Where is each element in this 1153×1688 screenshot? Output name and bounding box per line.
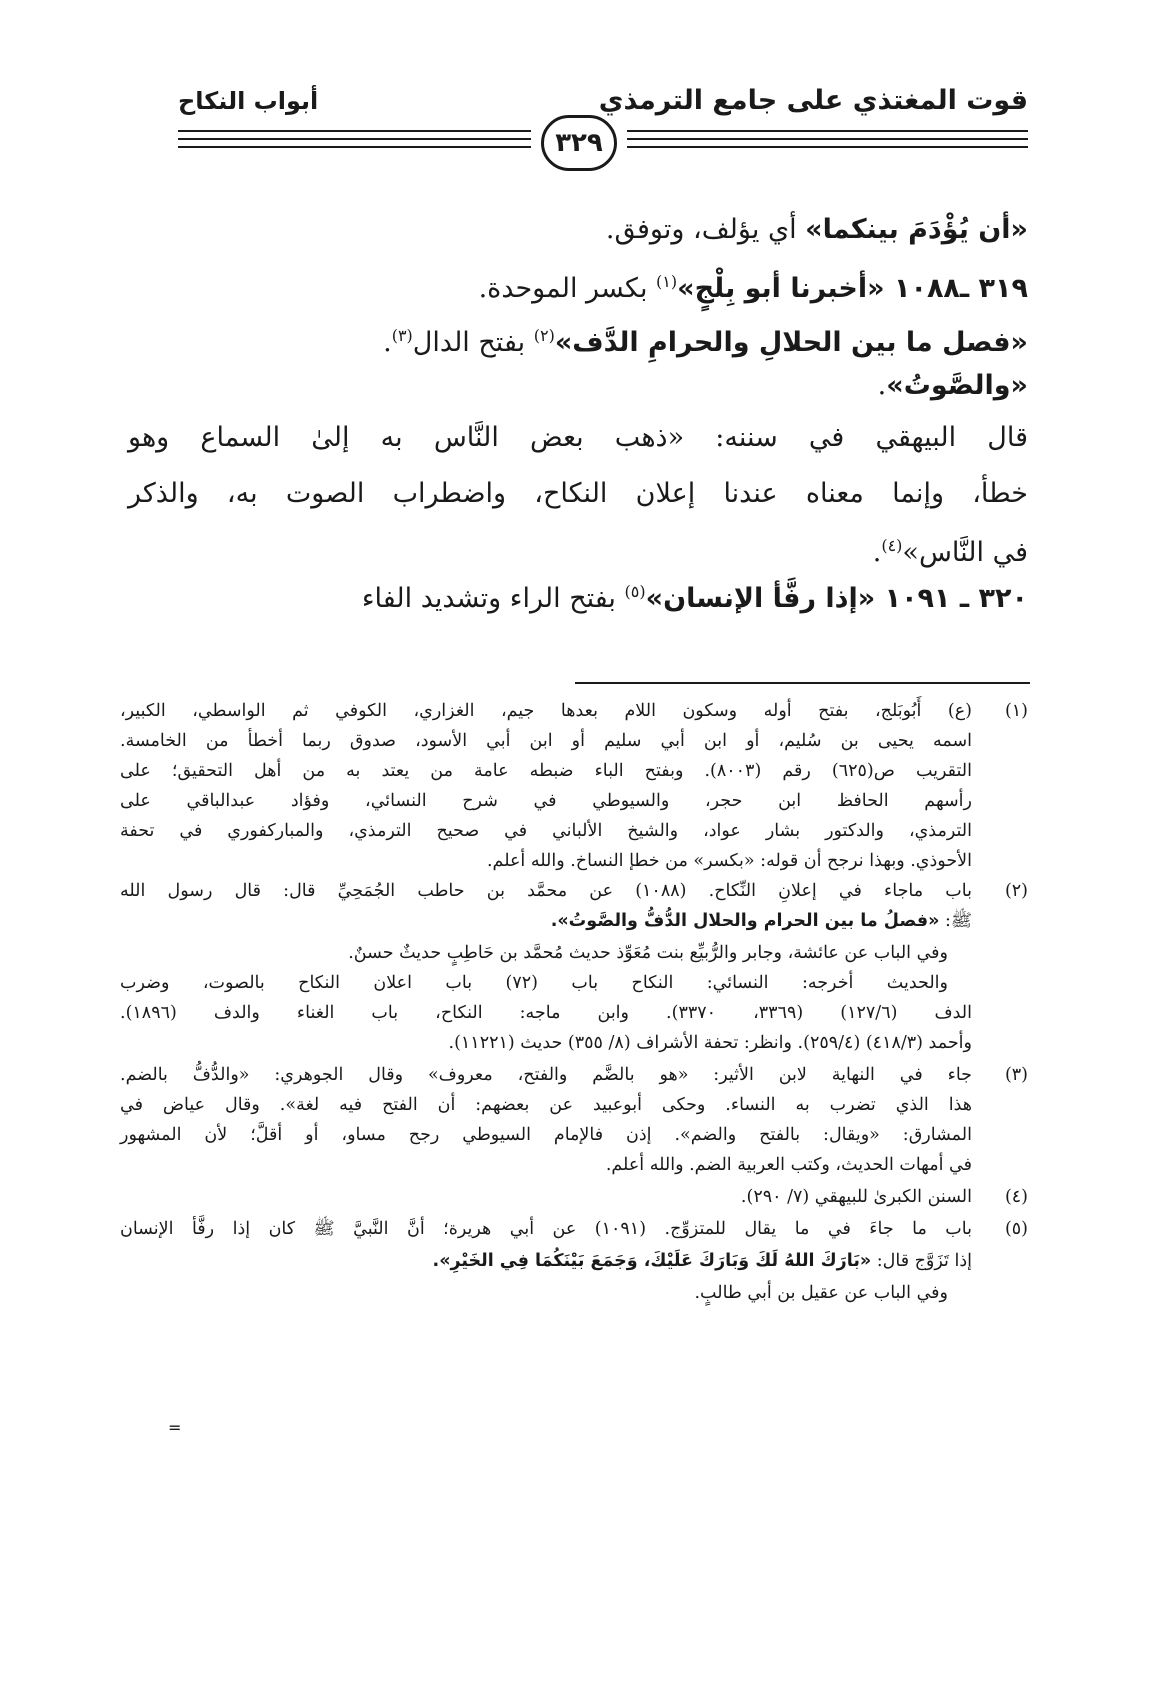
hadith-number-heading: ٣١٩ ـ١٠٨٨ «أخبرنا أبو بِلْجٍ» — [677, 273, 1028, 304]
punctuation: . — [383, 327, 392, 358]
explanation: بكسر الموحدة. — [478, 273, 657, 304]
main-line-8 — [362, 572, 1028, 619]
footnote-line: الترمذي، والدكتور بشار عواد، والشيخ الألباني في صحيح الترمذي، والمباركفوري في تحفة — [120, 821, 972, 841]
punctuation: . — [877, 370, 887, 401]
quote-end: في النَّاس» — [902, 537, 1028, 568]
footnote-line: الدف (١٢٧/٦) (٣٣٦٩، ٣٣٧٠). وابن ماجه: النكاح، باب الغناء والدف (١٨٩٦). — [120, 1003, 972, 1023]
footnote-line: السنن الكبرىٰ للبيهقي (٧/ ٢٩٠). — [740, 1187, 972, 1207]
footnote-line: هذا الذي تضرب به النساء. وحكى أبوعبيد عن بعضهم: أن الفتح فيه لغة». وقال عياض في — [120, 1095, 972, 1115]
hadith-text: «فصلُ ما بين الحرام والحلال الدُّفُّ والصَّوتُ». — [550, 911, 940, 931]
footnote-line: التقريب ص(٦٢٥) رقم (٨٠٠٣). وبفتح الباء ضبطه عامة من يعتد به من أهل التحقيق؛ على — [120, 761, 972, 781]
footnote-ref-3: (٣) — [391, 326, 413, 345]
footnote-number: (١) — [1004, 701, 1028, 721]
hadith-number-heading: ٣٢٠ ـ ١٠٩١ «إذا رفَّأ الإنسان» — [645, 583, 1028, 614]
header-rule-right-bottom — [627, 146, 1028, 148]
explanation: بفتح الدال — [412, 327, 534, 358]
footnote-line: اسمه يحيى بن سُليم، أو ابن أبي سليم أو ابن أبي الأسود، صدوق ربما أخطأ من الخامسة. — [120, 731, 972, 751]
footnote-line: المشارق: «ويقال: بالفتح والضم». إذن فالإمام السيوطي رجح مساو، أو أقلَّ؛ لأن المشهور — [120, 1125, 972, 1145]
header-rule-right-top — [627, 130, 1028, 132]
quoted-phrase: «والصَّوتُ» — [886, 370, 1028, 401]
footnote-ref-5: (٥) — [624, 582, 646, 601]
footnote-line: باب ما جاءَ في ما يقال للمتزوِّج. (١٠٩١) عن أبي هريرة؛ أنَّ النَّبيَّ ﷺ كان إذا رفَّأ الإنسان — [120, 1219, 972, 1239]
footnote-separator — [575, 682, 1030, 684]
footnote-line: الأحوذي. وبهذا نرجح أن قوله: «بكسر» من خطإ النساخ. والله أعلم. — [486, 851, 972, 871]
footnote-line: في أمهات الحديث، وكتب العربية الضم. والله أعلم. — [605, 1155, 972, 1175]
main-line-3 — [383, 316, 1028, 363]
main-line-6: خطأ، وإنما معناه عندنا إعلان النكاح، واضطراب الصوت به، والذكر — [128, 478, 1028, 509]
running-header-book-title: قوت المغتذي على جامع الترمذي — [598, 85, 1028, 116]
footnote-line — [120, 1245, 972, 1277]
footnote-number: (٢) — [1004, 881, 1028, 901]
header-rule-left-bottom — [178, 146, 531, 148]
punctuation: . — [872, 537, 882, 568]
main-line-5: قال البيهقي في سننه: «ذهب بعض النَّاس به إلىٰ السماع وهو — [128, 422, 1028, 453]
footnote-line: رأسهم الحافظ ابن حجر، والسيوطي في شرح النسائي، وفؤاد عبدالباقي على — [120, 791, 972, 811]
running-header-chapter-title: أبواب النكاح — [178, 87, 319, 115]
footnote-line: باب ماجاء في إعلانِ النِّكاح. (١٠٨٨) عن محمَّد بن حاطب الجُمَحِيِّ قال: قال رسول الله — [120, 881, 972, 901]
page-number: ٣٢٩ — [555, 128, 603, 158]
footnote-line: جاء في النهاية لابن الأثير: «هو بالضَّم والفتح، معروف» وقال الجوهري: «والدُّفُّ بالضم. — [120, 1065, 972, 1085]
hadith-text: «بَارَكَ اللهُ لَكَ وَبَارَكَ عَلَيْكَ، وَجَمَعَ بَيْنَكُمَا فِي الخَيْرِ». — [432, 1251, 872, 1271]
footnote-ref-2: (٢) — [533, 326, 555, 345]
quoted-phrase: «أن يُؤْدَمَ بينكما» — [805, 214, 1028, 245]
page-number-badge — [541, 115, 617, 171]
footnote-number: (٥) — [1004, 1219, 1028, 1239]
footnote-line: (ع) أَبُوبَلج، بفتح أوله وسكون اللام بعدها جيم، الغزاري، الكوفي ثم الواسطي، الكبير، — [120, 701, 972, 721]
salutation: ﷺ: — [939, 911, 972, 931]
intro: إذا تَزَوَّج قال: — [871, 1251, 972, 1271]
main-line-7 — [873, 526, 1028, 573]
footnote-ref-1: (١) — [656, 272, 678, 291]
footnote-number: (٣) — [1004, 1065, 1028, 1085]
footnote-ref-4: (٤) — [881, 536, 903, 555]
main-line-4 — [878, 366, 1028, 406]
header-rule-left-mid — [178, 138, 531, 140]
footnote-line: والحديث أخرجه: النسائي: النكاح باب (٧٢) باب اعلان النكاح بالصوت، وضرب — [120, 973, 948, 993]
explanation: بفتح الراء وتشديد الفاء — [361, 583, 625, 614]
quoted-phrase: «فصل ما بين الحلالِ والحرامِ الدَّف» — [554, 327, 1028, 358]
header-rule-left-top — [178, 130, 531, 132]
footnote-line: وفي الباب عن عقيل بن أبي طالبٍ. — [694, 1283, 948, 1303]
footnote-number: (٤) — [1004, 1187, 1028, 1207]
explanation: أي يؤلف، وتوفق. — [605, 214, 806, 245]
footnote-line — [120, 905, 972, 937]
footnote-line: وأحمد (٤١٨/٣) (٢٥٩/٤). وانظر: تحفة الأشراف (٨/ ٣٥٥) حديث (١١٢٢١). — [448, 1033, 972, 1053]
main-line-2 — [479, 262, 1028, 309]
footnote-line: وفي الباب عن عائشة، وجابر والرُّبيِّع بنت مُعَوِّذ حديث مُحمَّد بن حَاطِبٍ حديثٌ حسنٌ. — [348, 943, 948, 963]
main-line-1 — [606, 210, 1028, 250]
page-mark: = — [168, 1418, 182, 1437]
header-rule-right-mid — [627, 138, 1028, 140]
